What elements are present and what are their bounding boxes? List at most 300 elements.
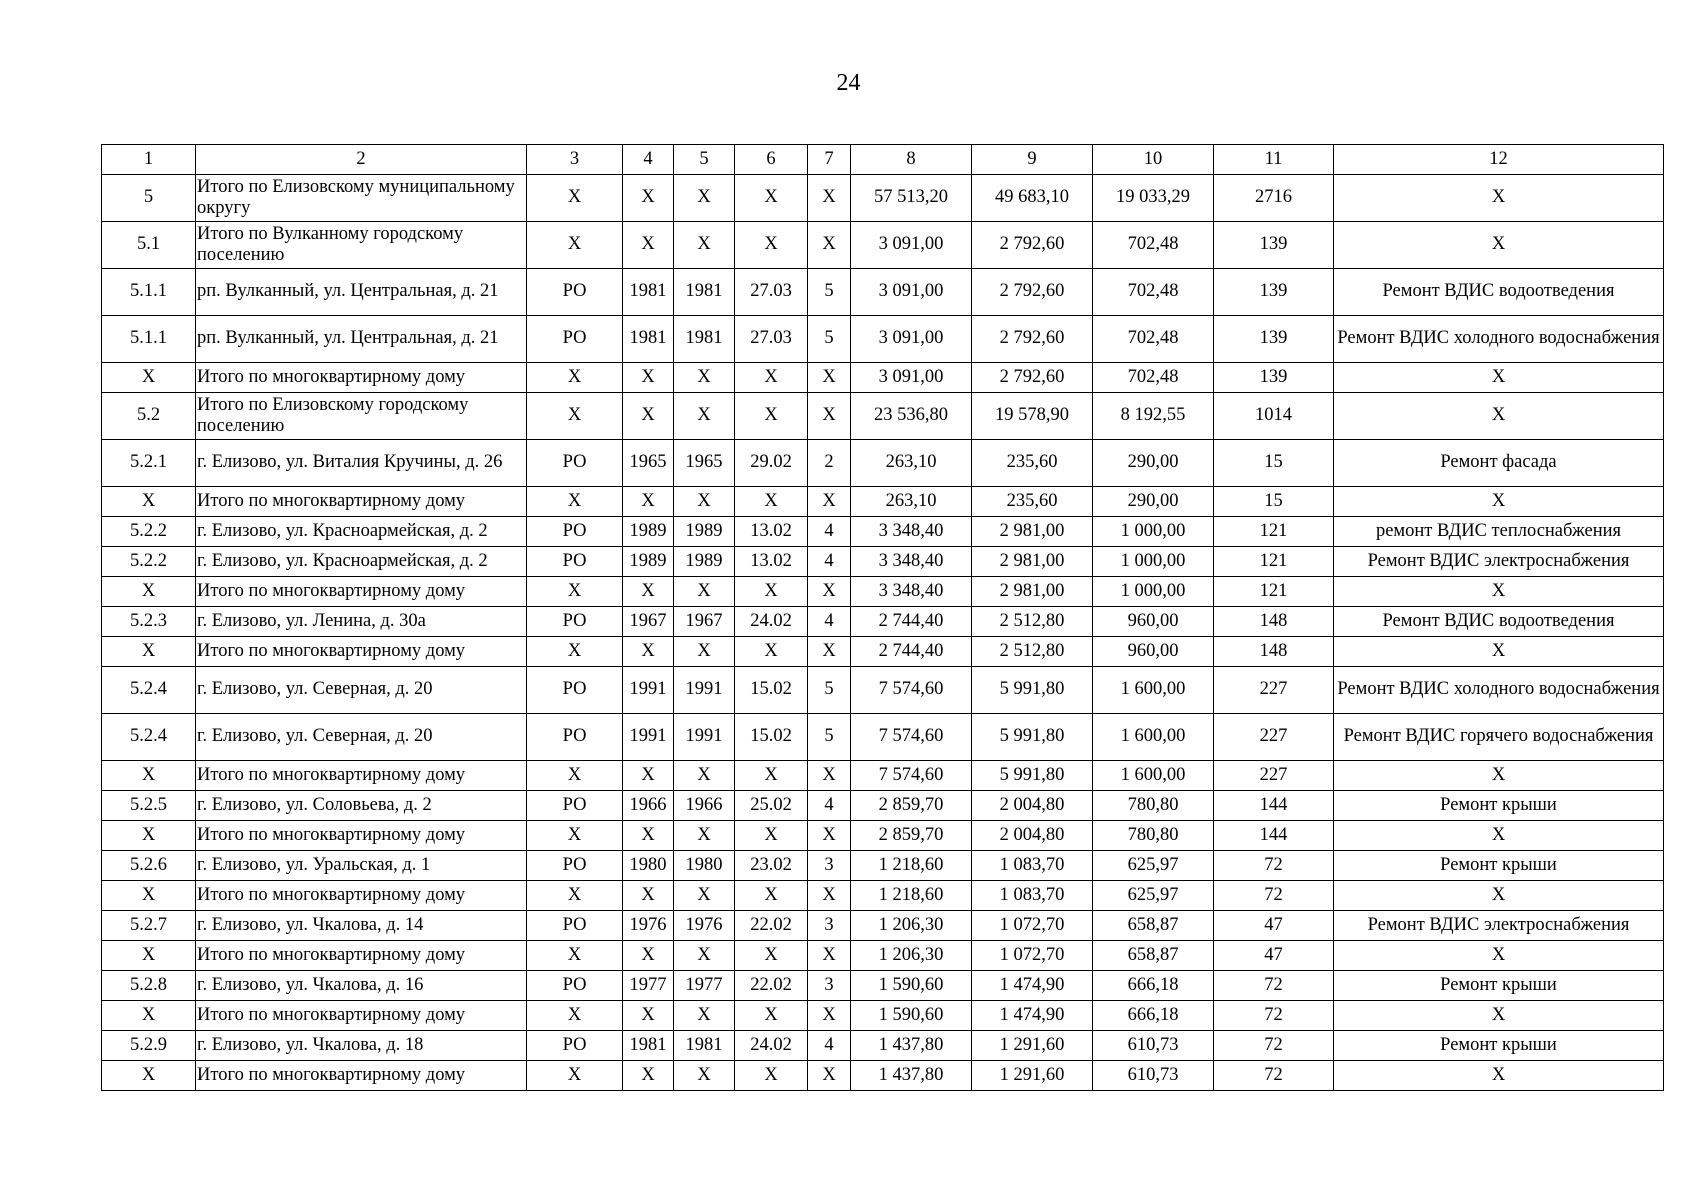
floors-cell: 4 [808, 791, 851, 821]
address-cell: Итого по многоквартирному дому [196, 1001, 527, 1031]
residents-cell: 227 [1214, 667, 1334, 714]
construction-year-cell: Х [674, 881, 735, 911]
method-cell: Х [527, 222, 623, 269]
total-area-cell: 3 091,00 [851, 222, 972, 269]
living-area-cell: 5 991,80 [972, 667, 1093, 714]
address-cell: Итого по многоквартирному дому [196, 1061, 527, 1091]
residents-cell: 15 [1214, 440, 1334, 487]
wear-cell: 27.03 [735, 269, 808, 316]
construction-year-cell: Х [674, 637, 735, 667]
address-cell: Итого по многоквартирному дому [196, 941, 527, 971]
commission-year-cell: Х [623, 487, 674, 517]
method-cell: Х [527, 1001, 623, 1031]
work-type-cell: Х [1334, 577, 1664, 607]
wear-cell: Х [735, 363, 808, 393]
commission-year-cell: 1989 [623, 547, 674, 577]
row-number-cell: Х [102, 577, 196, 607]
address-cell: Итого по многоквартирному дому [196, 637, 527, 667]
floors-cell: Х [808, 761, 851, 791]
work-type-cell: Х [1334, 637, 1664, 667]
header-cell: 9 [972, 145, 1093, 175]
address-cell: рп. Вулканный, ул. Центральная, д. 21 [196, 316, 527, 363]
method-cell: РО [527, 316, 623, 363]
cost-cell: 290,00 [1093, 440, 1214, 487]
residents-cell: 121 [1214, 517, 1334, 547]
header-cell: 2 [196, 145, 527, 175]
commission-year-cell: Х [623, 1001, 674, 1031]
living-area-cell: 2 792,60 [972, 269, 1093, 316]
work-type-cell: Ремонт крыши [1334, 1031, 1664, 1061]
cost-cell: 658,87 [1093, 911, 1214, 941]
table-row [102, 175, 1664, 222]
table-row [102, 1061, 1664, 1091]
method-cell: РО [527, 667, 623, 714]
wear-cell: 22.02 [735, 911, 808, 941]
address-cell: Итого по многоквартирному дому [196, 487, 527, 517]
cost-cell: 1 600,00 [1093, 714, 1214, 761]
construction-year-cell: 1991 [674, 667, 735, 714]
wear-cell: 23.02 [735, 851, 808, 881]
commission-year-cell: 1965 [623, 440, 674, 487]
method-cell: РО [527, 791, 623, 821]
cost-cell: 1 000,00 [1093, 517, 1214, 547]
address-cell: г. Елизово, ул. Красноармейская, д. 2 [196, 517, 527, 547]
wear-cell: 15.02 [735, 667, 808, 714]
living-area-cell: 1 072,70 [972, 911, 1093, 941]
cost-cell: 625,97 [1093, 881, 1214, 911]
residents-cell: 15 [1214, 487, 1334, 517]
residents-cell: 47 [1214, 911, 1334, 941]
residents-cell: 47 [1214, 941, 1334, 971]
residents-cell: 227 [1214, 761, 1334, 791]
method-cell: РО [527, 607, 623, 637]
construction-year-cell: Х [674, 487, 735, 517]
cost-cell: 780,80 [1093, 791, 1214, 821]
living-area-cell: 235,60 [972, 440, 1093, 487]
row-number-cell: Х [102, 1001, 196, 1031]
header-cell: 10 [1093, 145, 1214, 175]
wear-cell: Х [735, 1001, 808, 1031]
living-area-cell: 2 004,80 [972, 821, 1093, 851]
table-body [102, 175, 1664, 1091]
living-area-cell: 5 991,80 [972, 714, 1093, 761]
residents-cell: 148 [1214, 607, 1334, 637]
commission-year-cell: 1989 [623, 517, 674, 547]
address-cell: Итого по Вулканному городскому поселению [196, 222, 527, 269]
commission-year-cell: 1967 [623, 607, 674, 637]
floors-cell: Х [808, 222, 851, 269]
total-area-cell: 2 859,70 [851, 821, 972, 851]
row-number-cell: Х [102, 821, 196, 851]
row-number-cell: Х [102, 1061, 196, 1091]
row-number-cell: 5.2.9 [102, 1031, 196, 1061]
wear-cell: Х [735, 821, 808, 851]
residents-cell: 72 [1214, 1001, 1334, 1031]
floors-cell: 3 [808, 911, 851, 941]
construction-year-cell: 1989 [674, 517, 735, 547]
method-cell: Х [527, 363, 623, 393]
method-cell: Х [527, 637, 623, 667]
wear-cell: 29.02 [735, 440, 808, 487]
row-number-cell: 5.2 [102, 393, 196, 440]
cost-cell: 8 192,55 [1093, 393, 1214, 440]
living-area-cell: 1 474,90 [972, 971, 1093, 1001]
row-number-cell: 5.2.4 [102, 667, 196, 714]
table-row [102, 363, 1664, 393]
total-area-cell: 3 348,40 [851, 547, 972, 577]
floors-cell: Х [808, 487, 851, 517]
wear-cell: 24.02 [735, 1031, 808, 1061]
residents-cell: 144 [1214, 821, 1334, 851]
work-type-cell: Ремонт крыши [1334, 971, 1664, 1001]
cost-cell: 1 000,00 [1093, 577, 1214, 607]
table-header-row [102, 145, 1664, 175]
residents-cell: 72 [1214, 971, 1334, 1001]
living-area-cell: 2 981,00 [972, 517, 1093, 547]
construction-year-cell: 1977 [674, 971, 735, 1001]
floors-cell: 2 [808, 440, 851, 487]
table-row [102, 761, 1664, 791]
total-area-cell: 263,10 [851, 440, 972, 487]
floors-cell: Х [808, 175, 851, 222]
row-number-cell: 5.2.2 [102, 547, 196, 577]
commission-year-cell: Х [623, 175, 674, 222]
commission-year-cell: Х [623, 637, 674, 667]
construction-year-cell: 1981 [674, 316, 735, 363]
table-row [102, 971, 1664, 1001]
cost-cell: 666,18 [1093, 971, 1214, 1001]
table-row [102, 393, 1664, 440]
construction-year-cell: 1966 [674, 791, 735, 821]
cost-cell: 1 600,00 [1093, 667, 1214, 714]
commission-year-cell: 1976 [623, 911, 674, 941]
cost-cell: 19 033,29 [1093, 175, 1214, 222]
works-table [101, 144, 1664, 1091]
floors-cell: 5 [808, 714, 851, 761]
row-number-cell: 5.2.2 [102, 517, 196, 547]
total-area-cell: 57 513,20 [851, 175, 972, 222]
table-row [102, 881, 1664, 911]
table-row [102, 547, 1664, 577]
header-cell: 1 [102, 145, 196, 175]
commission-year-cell: 1980 [623, 851, 674, 881]
address-cell: г. Елизово, ул. Виталия Кручины, д. 26 [196, 440, 527, 487]
residents-cell: 121 [1214, 547, 1334, 577]
total-area-cell: 2 744,40 [851, 637, 972, 667]
living-area-cell: 2 792,60 [972, 222, 1093, 269]
total-area-cell: 3 091,00 [851, 269, 972, 316]
living-area-cell: 2 981,00 [972, 577, 1093, 607]
living-area-cell: 2 004,80 [972, 791, 1093, 821]
commission-year-cell: Х [623, 222, 674, 269]
commission-year-cell: 1966 [623, 791, 674, 821]
table-row [102, 607, 1664, 637]
construction-year-cell: Х [674, 363, 735, 393]
cost-cell: 702,48 [1093, 316, 1214, 363]
table-row [102, 851, 1664, 881]
living-area-cell: 2 792,60 [972, 316, 1093, 363]
work-type-cell: Х [1334, 941, 1664, 971]
row-number-cell: Х [102, 941, 196, 971]
address-cell: Итого по многоквартирному дому [196, 761, 527, 791]
wear-cell: Х [735, 577, 808, 607]
address-cell: г. Елизово, ул. Северная, д. 20 [196, 714, 527, 761]
commission-year-cell: 1991 [623, 714, 674, 761]
method-cell: Х [527, 821, 623, 851]
header-cell: 7 [808, 145, 851, 175]
construction-year-cell: Х [674, 393, 735, 440]
construction-year-cell: Х [674, 175, 735, 222]
table-row [102, 487, 1664, 517]
living-area-cell: 235,60 [972, 487, 1093, 517]
cost-cell: 702,48 [1093, 222, 1214, 269]
commission-year-cell: Х [623, 1061, 674, 1091]
residents-cell: 227 [1214, 714, 1334, 761]
residents-cell: 139 [1214, 316, 1334, 363]
wear-cell: 24.02 [735, 607, 808, 637]
work-type-cell: Х [1334, 881, 1664, 911]
residents-cell: 72 [1214, 1031, 1334, 1061]
address-cell: Итого по многоквартирному дому [196, 821, 527, 851]
residents-cell: 139 [1214, 222, 1334, 269]
work-type-cell: Ремонт крыши [1334, 791, 1664, 821]
living-area-cell: 1 072,70 [972, 941, 1093, 971]
method-cell: Х [527, 487, 623, 517]
address-cell: г. Елизово, ул. Уральская, д. 1 [196, 851, 527, 881]
row-number-cell: 5.1.1 [102, 269, 196, 316]
total-area-cell: 7 574,60 [851, 667, 972, 714]
row-number-cell: 5.2.3 [102, 607, 196, 637]
work-type-cell: Ремонт ВДИС электроснабжения [1334, 547, 1664, 577]
method-cell: Х [527, 175, 623, 222]
address-cell: Итого по Елизовскому городскому поселению [196, 393, 527, 440]
method-cell: Х [527, 881, 623, 911]
total-area-cell: 1 437,80 [851, 1031, 972, 1061]
floors-cell: Х [808, 821, 851, 851]
construction-year-cell: Х [674, 1061, 735, 1091]
work-type-cell: Х [1334, 821, 1664, 851]
method-cell: Х [527, 941, 623, 971]
work-type-cell: Ремонт ВДИС электроснабжения [1334, 911, 1664, 941]
construction-year-cell: 1965 [674, 440, 735, 487]
work-type-cell: Ремонт ВДИС холодного водоснабжения [1334, 316, 1664, 363]
wear-cell: Х [735, 175, 808, 222]
commission-year-cell: Х [623, 577, 674, 607]
construction-year-cell: Х [674, 821, 735, 851]
floors-cell: 3 [808, 971, 851, 1001]
cost-cell: 1 000,00 [1093, 547, 1214, 577]
total-area-cell: 1 206,30 [851, 941, 972, 971]
commission-year-cell: Х [623, 363, 674, 393]
construction-year-cell: 1980 [674, 851, 735, 881]
row-number-cell: 5.2.1 [102, 440, 196, 487]
living-area-cell: 2 981,00 [972, 547, 1093, 577]
floors-cell: Х [808, 363, 851, 393]
table-row [102, 714, 1664, 761]
construction-year-cell: Х [674, 1001, 735, 1031]
wear-cell: 15.02 [735, 714, 808, 761]
wear-cell: Х [735, 941, 808, 971]
commission-year-cell: Х [623, 761, 674, 791]
work-type-cell: Ремонт ВДИС водоотведения [1334, 607, 1664, 637]
address-cell: г. Елизово, ул. Чкалова, д. 14 [196, 911, 527, 941]
header-cell: 12 [1334, 145, 1664, 175]
living-area-cell: 2 512,80 [972, 637, 1093, 667]
total-area-cell: 1 206,30 [851, 911, 972, 941]
work-type-cell: Х [1334, 363, 1664, 393]
total-area-cell: 3 091,00 [851, 363, 972, 393]
commission-year-cell: 1991 [623, 667, 674, 714]
floors-cell: Х [808, 941, 851, 971]
living-area-cell: 2 792,60 [972, 363, 1093, 393]
wear-cell: 27.03 [735, 316, 808, 363]
floors-cell: 4 [808, 517, 851, 547]
table-row [102, 222, 1664, 269]
method-cell: РО [527, 851, 623, 881]
floors-cell: 5 [808, 316, 851, 363]
residents-cell: 148 [1214, 637, 1334, 667]
residents-cell: 144 [1214, 791, 1334, 821]
method-cell: РО [527, 517, 623, 547]
work-type-cell: Ремонт фасада [1334, 440, 1664, 487]
work-type-cell: Х [1334, 1061, 1664, 1091]
living-area-cell: 1 474,90 [972, 1001, 1093, 1031]
residents-cell: 1014 [1214, 393, 1334, 440]
cost-cell: 1 600,00 [1093, 761, 1214, 791]
floors-cell: 5 [808, 269, 851, 316]
wear-cell: Х [735, 761, 808, 791]
construction-year-cell: 1976 [674, 911, 735, 941]
row-number-cell: 5.1 [102, 222, 196, 269]
commission-year-cell: 1981 [623, 1031, 674, 1061]
work-type-cell: Х [1334, 393, 1664, 440]
address-cell: г. Елизово, ул. Соловьева, д. 2 [196, 791, 527, 821]
floors-cell: Х [808, 577, 851, 607]
header-cell: 11 [1214, 145, 1334, 175]
table-row [102, 821, 1664, 851]
header-cell: 5 [674, 145, 735, 175]
residents-cell: 2716 [1214, 175, 1334, 222]
address-cell: г. Елизово, ул. Северная, д. 20 [196, 667, 527, 714]
address-cell: Итого по многоквартирному дому [196, 363, 527, 393]
construction-year-cell: 1967 [674, 607, 735, 637]
row-number-cell: Х [102, 487, 196, 517]
total-area-cell: 1 590,60 [851, 971, 972, 1001]
total-area-cell: 7 574,60 [851, 714, 972, 761]
table-row [102, 1031, 1664, 1061]
floors-cell: 3 [808, 851, 851, 881]
residents-cell: 72 [1214, 1061, 1334, 1091]
living-area-cell: 49 683,10 [972, 175, 1093, 222]
method-cell: РО [527, 714, 623, 761]
floors-cell: 4 [808, 547, 851, 577]
total-area-cell: 7 574,60 [851, 761, 972, 791]
cost-cell: 960,00 [1093, 607, 1214, 637]
address-cell: Итого по многоквартирному дому [196, 577, 527, 607]
row-number-cell: Х [102, 363, 196, 393]
commission-year-cell: Х [623, 393, 674, 440]
method-cell: РО [527, 547, 623, 577]
wear-cell: 13.02 [735, 517, 808, 547]
wear-cell: Х [735, 487, 808, 517]
table-row [102, 1001, 1664, 1031]
address-cell: г. Елизово, ул. Чкалова, д. 18 [196, 1031, 527, 1061]
construction-year-cell: Х [674, 222, 735, 269]
commission-year-cell: 1981 [623, 316, 674, 363]
total-area-cell: 2 859,70 [851, 791, 972, 821]
living-area-cell: 2 512,80 [972, 607, 1093, 637]
header-cell: 4 [623, 145, 674, 175]
total-area-cell: 3 348,40 [851, 577, 972, 607]
total-area-cell: 23 536,80 [851, 393, 972, 440]
address-cell: рп. Вулканный, ул. Центральная, д. 21 [196, 269, 527, 316]
table-row [102, 637, 1664, 667]
cost-cell: 658,87 [1093, 941, 1214, 971]
cost-cell: 610,73 [1093, 1031, 1214, 1061]
floors-cell: Х [808, 393, 851, 440]
row-number-cell: 5.2.5 [102, 791, 196, 821]
row-number-cell: Х [102, 881, 196, 911]
table-row [102, 791, 1664, 821]
total-area-cell: 3 348,40 [851, 517, 972, 547]
method-cell: Х [527, 577, 623, 607]
wear-cell: 25.02 [735, 791, 808, 821]
table-row [102, 911, 1664, 941]
living-area-cell: 19 578,90 [972, 393, 1093, 440]
row-number-cell: 5.2.8 [102, 971, 196, 1001]
page-number: 24 [836, 70, 861, 96]
total-area-cell: 2 744,40 [851, 607, 972, 637]
wear-cell: Х [735, 637, 808, 667]
wear-cell: 22.02 [735, 971, 808, 1001]
method-cell: РО [527, 269, 623, 316]
floors-cell: Х [808, 1061, 851, 1091]
row-number-cell: 5.2.6 [102, 851, 196, 881]
method-cell: РО [527, 971, 623, 1001]
total-area-cell: 1 218,60 [851, 881, 972, 911]
wear-cell: Х [735, 393, 808, 440]
commission-year-cell: Х [623, 821, 674, 851]
row-number-cell: 5.2.7 [102, 911, 196, 941]
living-area-cell: 1 291,60 [972, 1061, 1093, 1091]
cost-cell: 702,48 [1093, 269, 1214, 316]
header-cell: 6 [735, 145, 808, 175]
address-cell: г. Елизово, ул. Ленина, д. 30а [196, 607, 527, 637]
total-area-cell: 1 437,80 [851, 1061, 972, 1091]
living-area-cell: 1 291,60 [972, 1031, 1093, 1061]
method-cell: РО [527, 911, 623, 941]
work-type-cell: Х [1334, 761, 1664, 791]
cost-cell: 290,00 [1093, 487, 1214, 517]
work-type-cell: ремонт ВДИС теплоснабжения [1334, 517, 1664, 547]
construction-year-cell: Х [674, 577, 735, 607]
floors-cell: 5 [808, 667, 851, 714]
commission-year-cell: 1977 [623, 971, 674, 1001]
wear-cell: Х [735, 1061, 808, 1091]
row-number-cell: 5.1.1 [102, 316, 196, 363]
living-area-cell: 5 991,80 [972, 761, 1093, 791]
work-type-cell: Х [1334, 175, 1664, 222]
construction-year-cell: 1981 [674, 1031, 735, 1061]
table-row [102, 517, 1664, 547]
commission-year-cell: 1981 [623, 269, 674, 316]
address-cell: г. Елизово, ул. Красноармейская, д. 2 [196, 547, 527, 577]
residents-cell: 72 [1214, 851, 1334, 881]
work-type-cell: Ремонт крыши [1334, 851, 1664, 881]
wear-cell: 13.02 [735, 547, 808, 577]
method-cell: Х [527, 1061, 623, 1091]
method-cell: РО [527, 1031, 623, 1061]
